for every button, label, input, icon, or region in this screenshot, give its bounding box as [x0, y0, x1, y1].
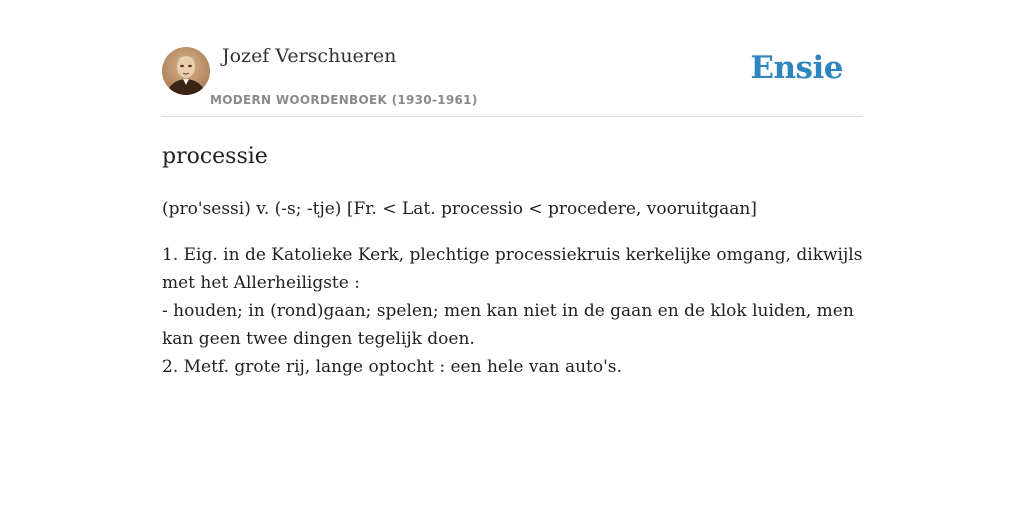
- entry-header: [162, 0, 862, 117]
- author-portrait-icon: [162, 47, 210, 95]
- definition-line: - houden; in (rond)gaan; spelen; men kan niet in de gaan en de klok luiden, men: [162, 301, 854, 321]
- definition-line: kan geen twee dingen tegelijk doen.: [162, 329, 475, 349]
- entry-definitions: [162, 241, 862, 381]
- author-avatar[interactable]: [162, 47, 210, 95]
- entry-card: [162, 0, 862, 381]
- entry-etymology: (pro'sessi) v. (-s; -tje) [Fr. < Lat. processio < procedere, vooruitgaan]: [162, 199, 757, 219]
- brand-logo[interactable]: Ensie: [750, 50, 843, 86]
- author-name[interactable]: Jozef Verschueren: [222, 45, 397, 67]
- entry-title: processie: [162, 144, 268, 169]
- definition-line: met het Allerheiligste :: [162, 273, 360, 293]
- definition-line: 2. Metf. grote rij, lange optocht : een hele van auto's.: [162, 357, 622, 377]
- source-label: MODERN WOORDENBOEK (1930-1961): [210, 93, 478, 107]
- definition-line: 1. Eig. in de Katolieke Kerk, plechtige processiekruis kerkelijke omgang, dikwijls: [162, 245, 863, 265]
